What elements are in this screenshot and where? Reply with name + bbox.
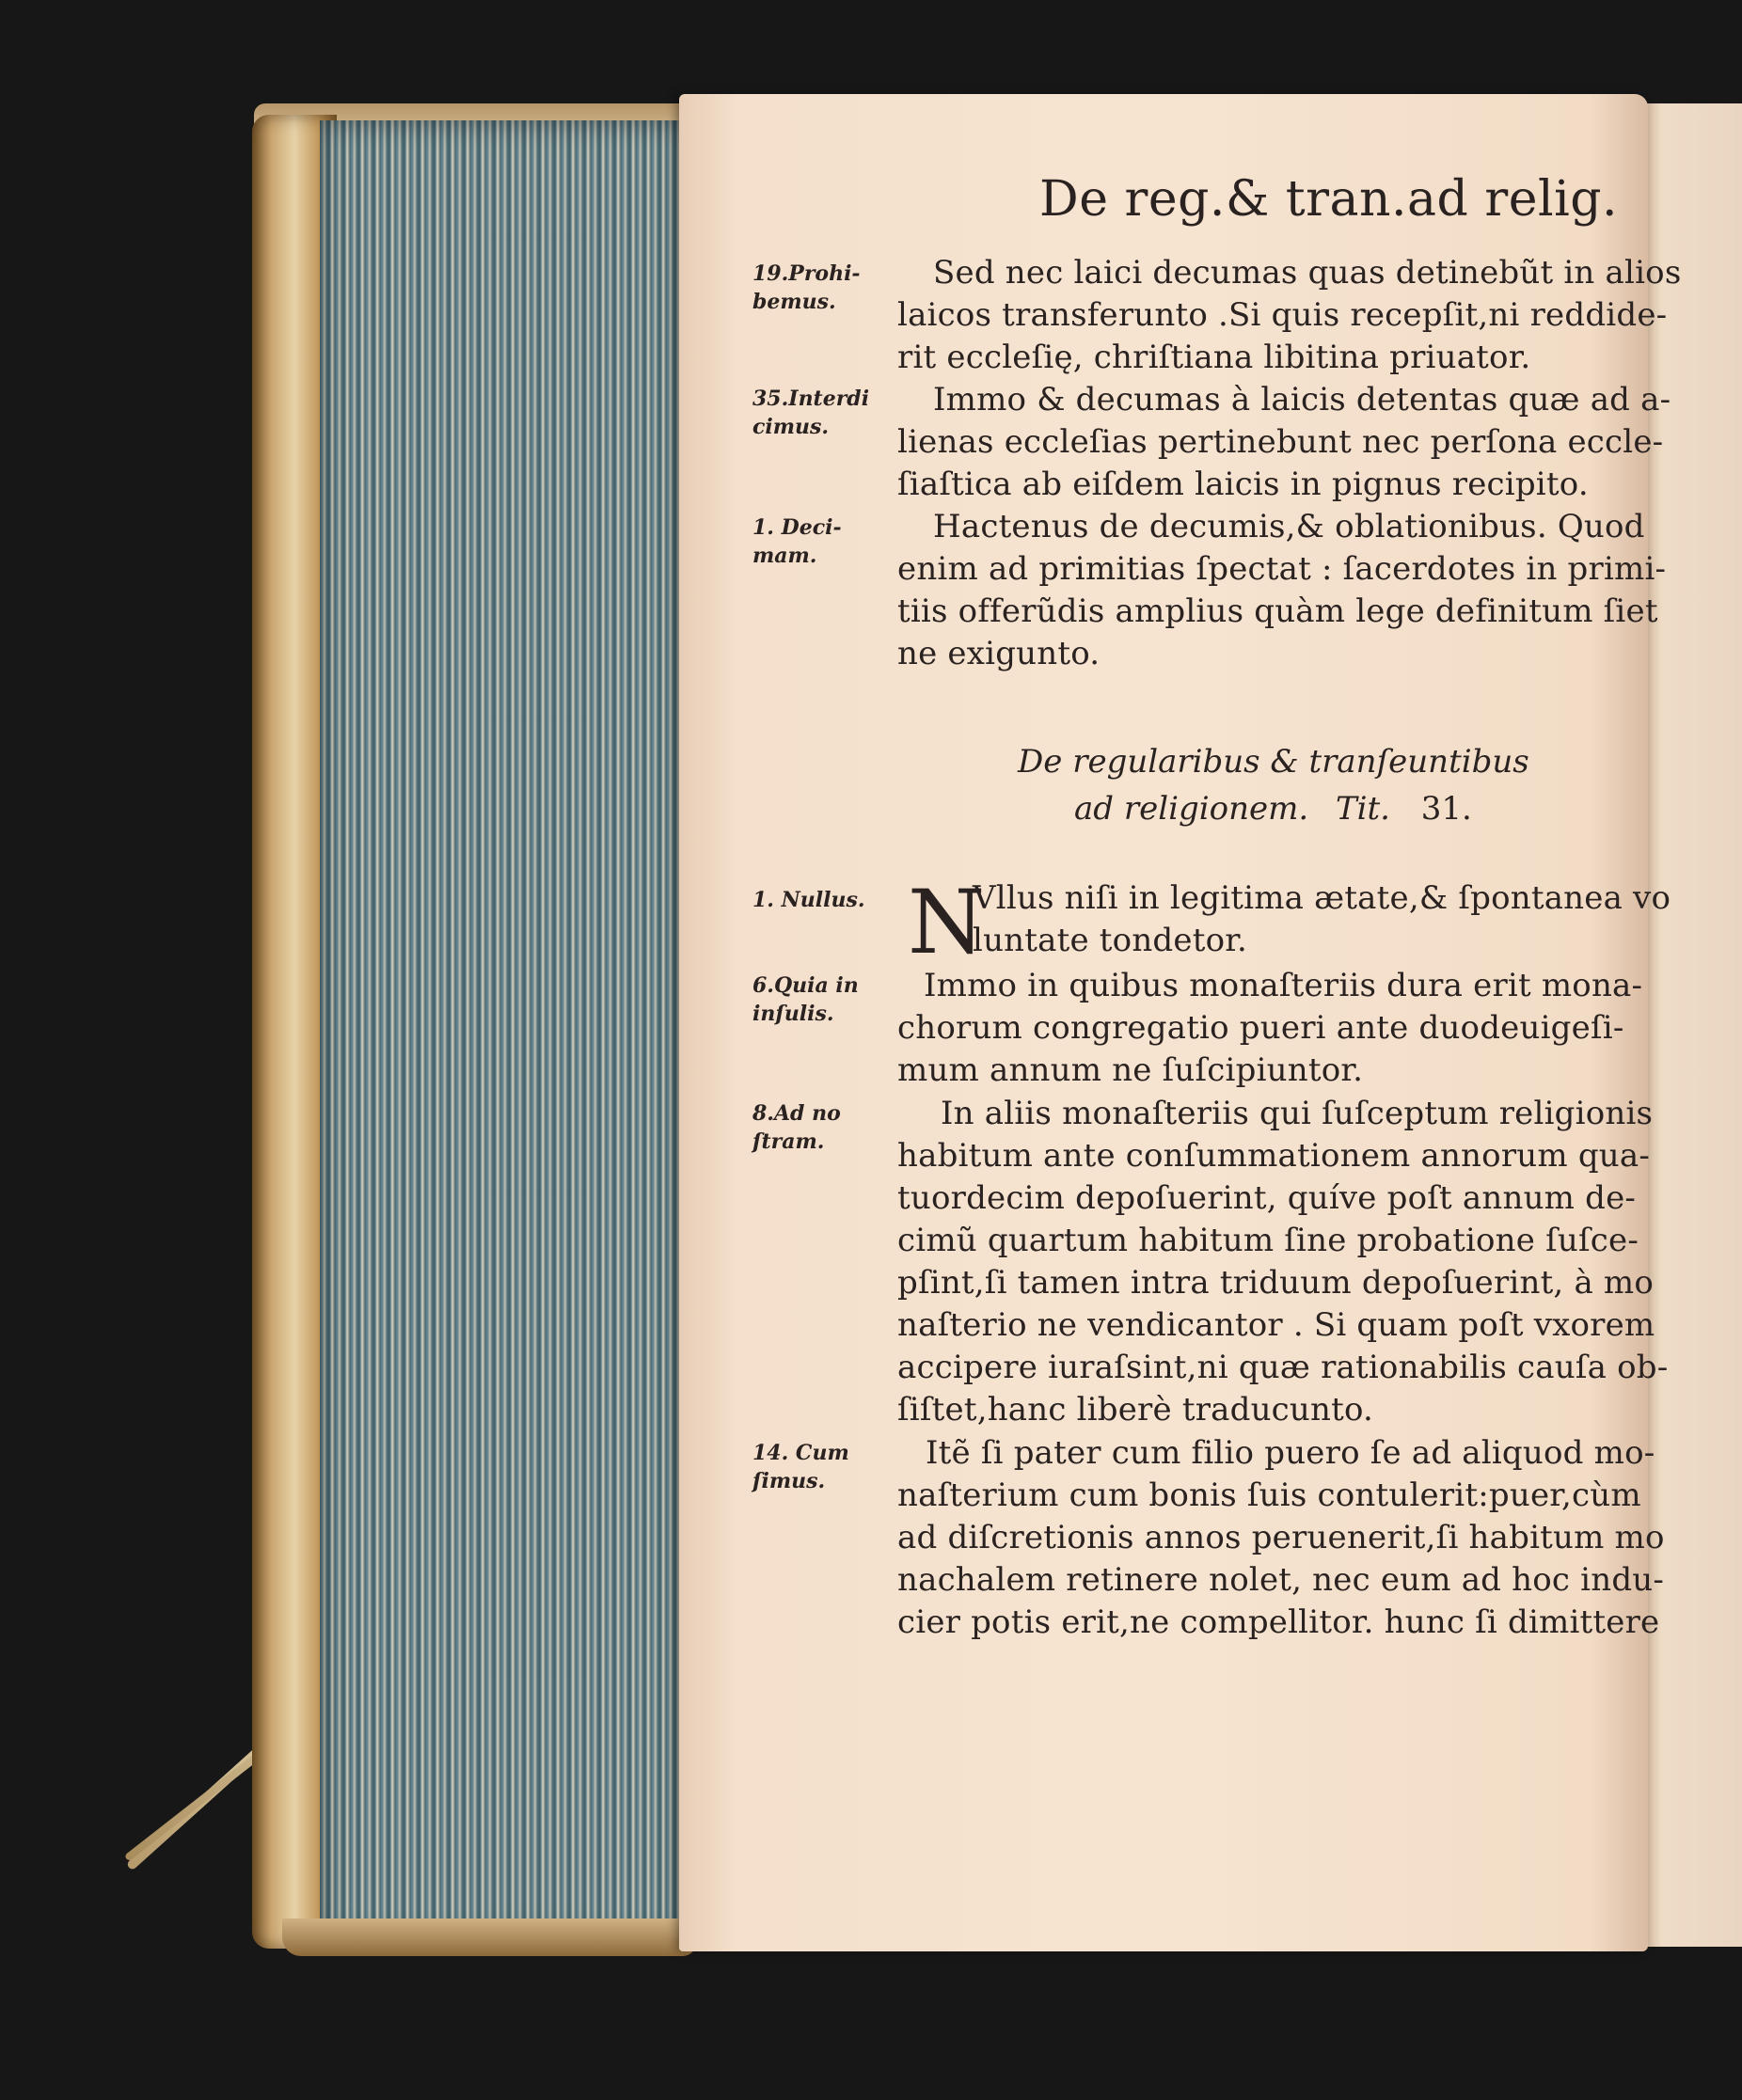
text-line: Itẽ ſi pater cum filio puero ſe ad aliquod mo-	[926, 1434, 1655, 1472]
margin-note: bemus.	[752, 290, 836, 314]
margin-note: 1. Nullus.	[752, 888, 865, 912]
text-line: naſterium cum bonis ſuis contulerit:puer,cùm	[897, 1476, 1641, 1514]
text-line: ſiaſtica ab eiſdem laicis in pignus recipito.	[897, 466, 1589, 503]
cover-bottom-edge	[282, 1918, 696, 1956]
heading-tit-label: Tit.	[1335, 790, 1390, 828]
text-line: tiis offerũdis amplius quàm lege definitum ſiet	[897, 592, 1658, 630]
margin-note: 6.Quia in	[752, 973, 859, 998]
margin-note: mam.	[752, 544, 817, 568]
margin-note: 14. Cum	[752, 1441, 849, 1465]
text-line: ad diſcretionis annos peruenerit,ſi habitum mo	[897, 1519, 1665, 1556]
text-line: cimũ quartum habitum ſine probatione ſuſce-	[897, 1222, 1639, 1259]
text-line: pſint,ſi tamen intra triduum depoſuerint, à mo	[897, 1264, 1655, 1302]
text-line: cier potis erit,ne compellitor. hunc ſi dimittere	[897, 1603, 1660, 1641]
text-line: Vllus niſi in legitima ætate,& ſpontanea vo	[973, 879, 1671, 917]
text-line: accipere iuraſsint,ni quæ rationabilis cauſa ob-	[897, 1349, 1669, 1386]
text-line: luntate tondetor.	[973, 922, 1247, 959]
text-line: enim ad primitias ſpectat : ſacerdotes in primi-	[897, 550, 1667, 588]
text-line: In aliis monaſteriis qui ſuſceptum religionis	[941, 1095, 1654, 1132]
text-line: Immo & decumas à laicis detentas quæ ad a-	[933, 381, 1671, 418]
margin-note: ſtram.	[752, 1129, 825, 1154]
drop-cap: N	[908, 872, 986, 974]
heading-text: ad religionem.	[1074, 790, 1309, 828]
heading-tit-number: 31.	[1420, 790, 1472, 828]
running-head: De reg.& tran.ad relig.	[1039, 171, 1619, 228]
margin-note: inſulis.	[752, 1002, 834, 1026]
text-line: naſterio ne vendicantor . Si quam poſt vxorem	[897, 1306, 1655, 1344]
text-line: Hactenus de decumis,& oblationibus. Quod	[933, 508, 1645, 545]
margin-note: 35.Interdi	[752, 387, 870, 411]
text-line: chorum congregatio pueri ante duodeuigeſi-	[897, 1009, 1624, 1047]
text-line: laicos transferunto .Si quis recepſit,ni reddide-	[897, 296, 1668, 334]
text-line: rit eccleſię, chriſtiana libitina priuator.	[897, 339, 1531, 376]
section-heading-line2	[1074, 790, 1472, 828]
text-line: mum annum ne ſuſcipiuntor.	[897, 1051, 1364, 1089]
text-line: Sed nec laici decumas quas detinebũt in alios	[933, 254, 1682, 292]
page-block-edges	[320, 120, 687, 1940]
text-line: ſiſtet,hanc liberè traducunto.	[897, 1391, 1374, 1429]
margin-note: cimus.	[752, 415, 830, 439]
text-line: habitum ante conſummationem annorum qua-	[897, 1137, 1651, 1175]
text-line: tuordecim depoſuerint, quíve poſt annum de-	[897, 1179, 1637, 1217]
margin-note: 19.Prohi-	[752, 261, 861, 286]
margin-note: 1. Deci-	[752, 515, 842, 540]
margin-note: 8.Ad no	[752, 1101, 841, 1126]
text-line: ne exigunto.	[897, 635, 1101, 672]
text-line: lienas eccleſias pertinebunt nec perſona eccle-	[897, 423, 1664, 461]
text-line: nachalem retinere nolet, nec eum ad hoc indu-	[897, 1561, 1665, 1599]
book-page	[679, 94, 1682, 1951]
margin-note: ſimus.	[752, 1469, 826, 1493]
text-line: Immo in quibus monaſteriis dura erit mona-	[924, 967, 1643, 1004]
section-heading-line1: De regularibus & tranſeuntibus	[1018, 743, 1529, 781]
